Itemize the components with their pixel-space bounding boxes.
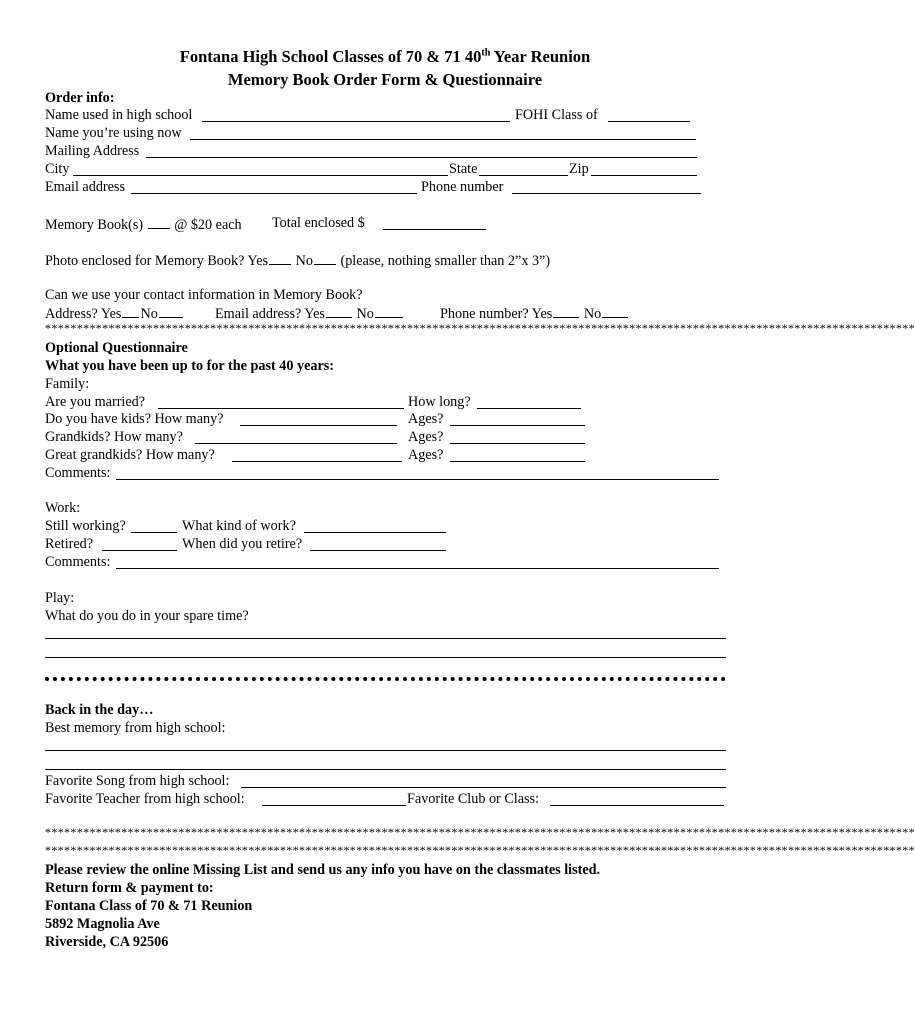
total-enclosed-field[interactable] (383, 229, 486, 230)
great-grandkids-ages-label: Ages? (408, 447, 444, 463)
separator-2: ***************************************************************************************************************************************** (45, 825, 915, 839)
missing-list-note: Please review the online Missing List and send us any info you have on the classmates listed. (45, 862, 601, 878)
kids-ages-field[interactable] (450, 425, 585, 426)
best-memory-line-2[interactable] (45, 769, 726, 770)
great-grandkids-ages-field[interactable] (450, 461, 585, 462)
dotted-divider (45, 677, 726, 681)
when-retire-label: When did you retire? (182, 536, 303, 552)
family-label: Family: (45, 376, 90, 392)
married-label: Are you married? (45, 394, 146, 410)
great-grandkids-label: Great grandkids? How many? (45, 447, 215, 463)
favorite-teacher-label: Favorite Teacher from high school: (45, 791, 245, 807)
grandkids-field[interactable] (195, 443, 397, 444)
fohi-class-field[interactable] (608, 121, 690, 122)
best-memory-line-1[interactable] (45, 750, 726, 751)
contact-address-line: Address? Yes No (45, 304, 184, 323)
mailing-address-field[interactable] (146, 157, 697, 158)
favorite-teacher-field[interactable] (262, 805, 406, 806)
form-title: Fontana High School Classes of 70 & 71 40th Year Reunion (179, 47, 591, 66)
grandkids-ages-label: Ages? (408, 429, 444, 445)
best-memory-label: Best memory from high school: (45, 720, 226, 736)
photo-enclosed-line: Photo enclosed for Memory Book? Yes No (please, nothing smaller than 2”x 3”) (45, 253, 551, 269)
still-working-field[interactable] (131, 532, 177, 533)
retired-field[interactable] (102, 550, 177, 551)
still-working-label: Still working? (45, 518, 126, 534)
mailing-address-label: Mailing Address (45, 143, 140, 159)
phone-yes-field[interactable] (553, 304, 579, 318)
how-long-label: How long? (408, 394, 471, 410)
city-label: City (45, 161, 70, 177)
retired-label: Retired? (45, 536, 94, 552)
email-field[interactable] (131, 193, 417, 194)
favorite-song-field[interactable] (241, 787, 726, 788)
separator-1: ***************************************************************************************************************************************** (45, 321, 915, 335)
address-yes-field[interactable] (122, 304, 139, 318)
total-enclosed-label: Total enclosed $ (272, 215, 365, 231)
spare-time-line-1[interactable] (45, 638, 726, 639)
favorite-club-field[interactable] (550, 805, 724, 806)
married-field[interactable] (158, 408, 404, 409)
name-now-label: Name you’re using now (45, 125, 182, 141)
books-qty-field[interactable] (148, 215, 170, 229)
state-label: State (449, 161, 478, 177)
when-retire-field[interactable] (310, 550, 446, 551)
contact-phone-line: Phone number? Yes No (440, 304, 629, 323)
name-hs-label: Name used in high school (45, 107, 193, 123)
how-long-field[interactable] (477, 408, 581, 409)
memory-books-line: Memory Book(s) @ $20 each (45, 217, 242, 233)
kids-label: Do you have kids? How many? (45, 411, 224, 427)
separator-3: ***************************************************************************************************************************************** (45, 843, 915, 857)
address-no-field[interactable] (159, 304, 183, 318)
state-field[interactable] (479, 175, 568, 176)
zip-label: Zip (569, 161, 589, 177)
play-label: Play: (45, 590, 75, 606)
order-info-heading: Order info: (45, 90, 115, 106)
phone-field[interactable] (512, 193, 701, 194)
contact-email-line: Email address? Yes No (215, 304, 404, 323)
work-comments-field[interactable] (116, 568, 719, 569)
name-now-field[interactable] (190, 139, 696, 140)
great-grandkids-field[interactable] (232, 461, 402, 462)
spare-time-label: What do you do in your spare time? (45, 608, 249, 624)
zip-field[interactable] (591, 175, 697, 176)
return-address-street: 5892 Magnolia Ave (45, 916, 160, 932)
return-address-city: Riverside, CA 92506 (45, 934, 169, 950)
form-subtitle: Memory Book Order Form & Questionnaire (227, 70, 543, 89)
kids-ages-label: Ages? (408, 411, 444, 427)
city-field[interactable] (73, 175, 448, 176)
contact-question: Can we use your contact information in Memory Book? (45, 287, 363, 303)
favorite-song-label: Favorite Song from high school: (45, 773, 230, 789)
grandkids-label: Grandkids? How many? (45, 429, 183, 445)
return-form-label: Return form & payment to: (45, 880, 214, 896)
family-comments-label: Comments: (45, 465, 111, 481)
email-label: Email address (45, 179, 125, 195)
phone-label: Phone number (421, 179, 504, 195)
favorite-club-label: Favorite Club or Class: (407, 791, 540, 807)
kids-field[interactable] (240, 425, 397, 426)
questionnaire-heading: Optional Questionnaire (45, 340, 188, 356)
name-hs-field[interactable] (202, 121, 510, 122)
phone-no-field[interactable] (602, 304, 628, 318)
what-kind-label: What kind of work? (182, 518, 296, 534)
back-in-day-heading: Back in the day… (45, 702, 154, 718)
photo-no-field[interactable] (314, 251, 336, 265)
family-comments-field[interactable] (116, 479, 719, 480)
email-no-field[interactable] (375, 304, 403, 318)
grandkids-ages-field[interactable] (450, 443, 585, 444)
what-kind-field[interactable] (304, 532, 446, 533)
fohi-class-label: FOHI Class of (515, 107, 598, 123)
work-comments-label: Comments: (45, 554, 111, 570)
questionnaire-subheading: What you have been up to for the past 40 years: (45, 358, 335, 374)
email-yes-field[interactable] (326, 304, 352, 318)
spare-time-line-2[interactable] (45, 657, 726, 658)
return-address-name: Fontana Class of 70 & 71 Reunion (45, 898, 253, 914)
photo-yes-field[interactable] (269, 251, 291, 265)
work-label: Work: (45, 500, 81, 516)
